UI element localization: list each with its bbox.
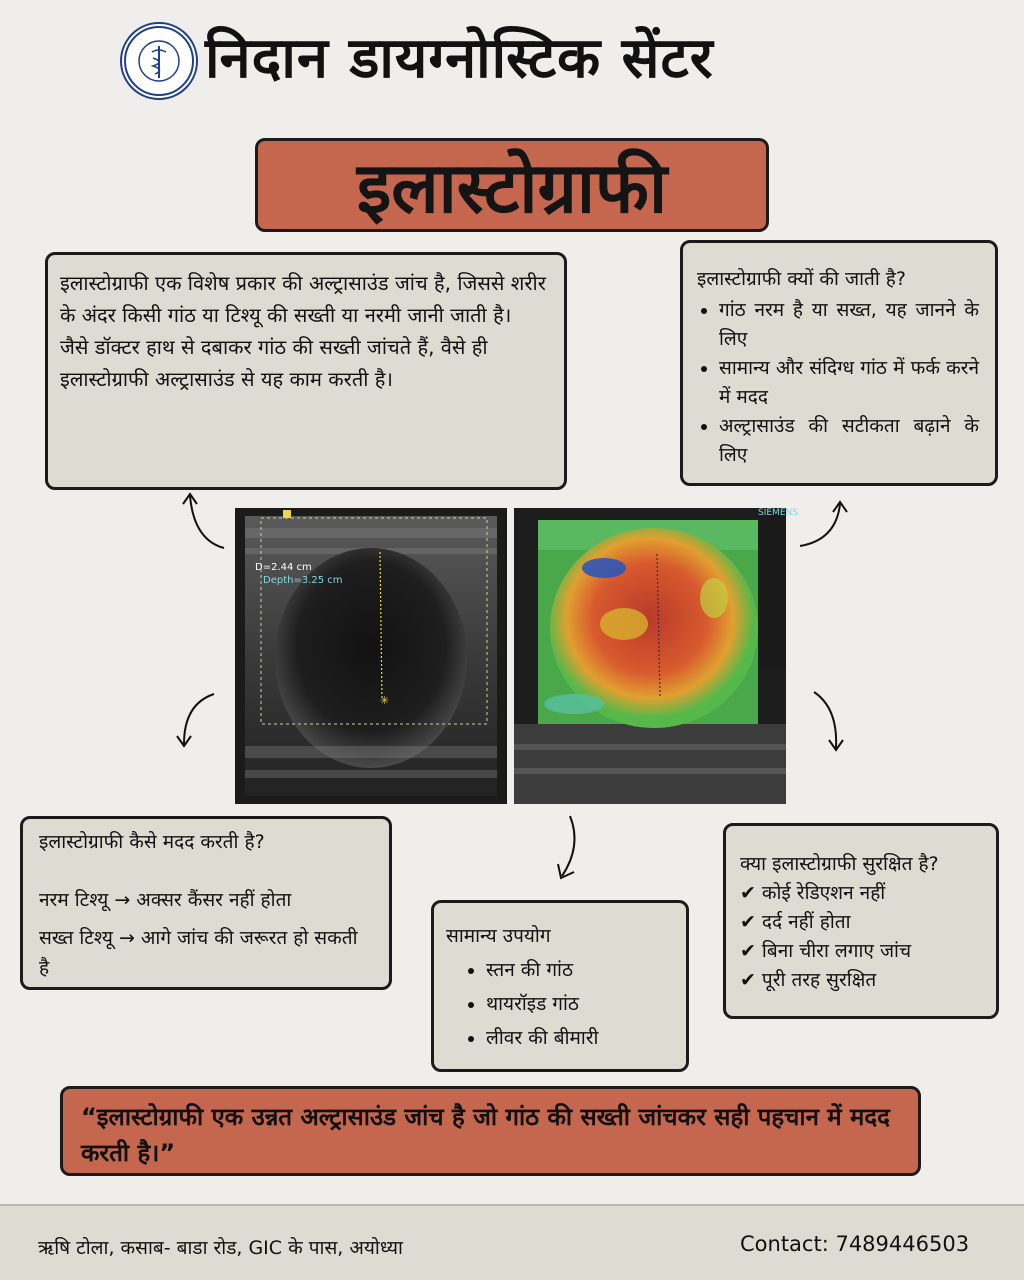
how-card [20,816,392,990]
how-hard-tissue: सख्त टिश्यू → आगे जांच की जरूरत हो सकती है [39,927,358,979]
page-title: इलास्टोग्राफी [356,147,668,229]
curved-arrow-down-right-icon [808,688,854,756]
uses-item: • थायरॉइड गांठ [486,987,674,1021]
intro-paragraph-2: जैसे डॉक्टर हाथ से दबाकर गांठ की सख्ती जांचते हैं, वैसे ही इलास्टोग्राफी अल्ट्रासाउंड से यह काम करती है। [60,335,488,391]
check-icon: ✔ [740,940,756,962]
elastography-color-image [514,508,798,804]
why-heading: इलास्टोग्राफी क्यों की जाती है? [697,268,906,290]
uses-list [446,953,674,1055]
measurement-depth: Depth=3.25 cm [263,575,343,586]
page-title-banner [255,138,769,232]
uses-card [431,900,689,1072]
check-icon: ✔ [740,969,756,991]
why-list [697,296,979,470]
scanner-brand: SIEMENS [758,508,798,518]
measurement-distance: D=2.44 cm [255,562,312,573]
safety-item: ✔ बिना चीरा लगाए जांच [740,940,912,962]
logo [120,22,198,100]
uses-item: • लीवर की बीमारी [486,1021,674,1055]
safety-heading: क्या इलास्टोग्राफी सुरक्षित है? [740,853,939,875]
how-heading: इलास्टोग्राफी कैसे मदद करती है? [39,831,265,853]
summary-quote: “इलास्टोग्राफी एक उन्नत अल्ट्रासाउंड जांच है जो गांठ की सख्ती जांचकर सही पहचान में मदद करती है।” [60,1086,921,1176]
uses-heading: सामान्य उपयोग [446,925,551,947]
why-card [680,240,998,486]
how-soft-tissue: नरम टिश्यू → अक्सर कैंसर नहीं होता [39,889,292,911]
curved-arrow-down-left-icon [172,690,218,752]
intro-card [45,252,567,490]
intro-paragraph-1: इलास्टोग्राफी एक विशेष प्रकार की अल्ट्रासाउंड जांच है, जिससे शरीर के अंदर किसी गांठ या टिश्यू की सख्ती या नरमी जानी जाती है। [60,271,546,327]
uses-item: • स्तन की गांठ [486,953,674,987]
caduceus-logo-icon [122,24,196,98]
check-icon: ✔ [740,911,756,933]
safety-list [740,879,982,995]
why-item: • अल्ट्रासाउंड की सटीकता बढ़ाने के लिए [719,412,979,470]
check-icon: ✔ [740,882,756,904]
safety-item: ✔ कोई रेडिएशन नहीं [740,882,886,904]
curved-arrow-up-left-icon [178,488,228,554]
svg-text:✳: ✳ [380,694,390,707]
why-item: • सामान्य और संदिग्ध गांठ में फर्क करने में मदद [719,354,979,412]
footer-contact[interactable]: Contact: 7489446503 [740,1232,970,1256]
safety-item: ✔ पूरी तरह सुरक्षित [740,969,877,991]
why-item: • गांठ नरम है या सख्त, यह जानने के लिए [719,296,979,354]
curved-arrow-down-icon [552,812,592,884]
curved-arrow-up-right-icon [796,496,852,552]
footer-address: ऋषि टोला, कसाब- बाडा रोड, GIC के पास, अयोध्या [38,1237,403,1259]
center-name: निदान डायग्नोस्टिक सेंटर [205,26,714,91]
safety-item: ✔ दर्द नहीं होता [740,911,851,933]
safety-card [723,823,999,1019]
ultrasound-bmode-image [235,508,507,804]
